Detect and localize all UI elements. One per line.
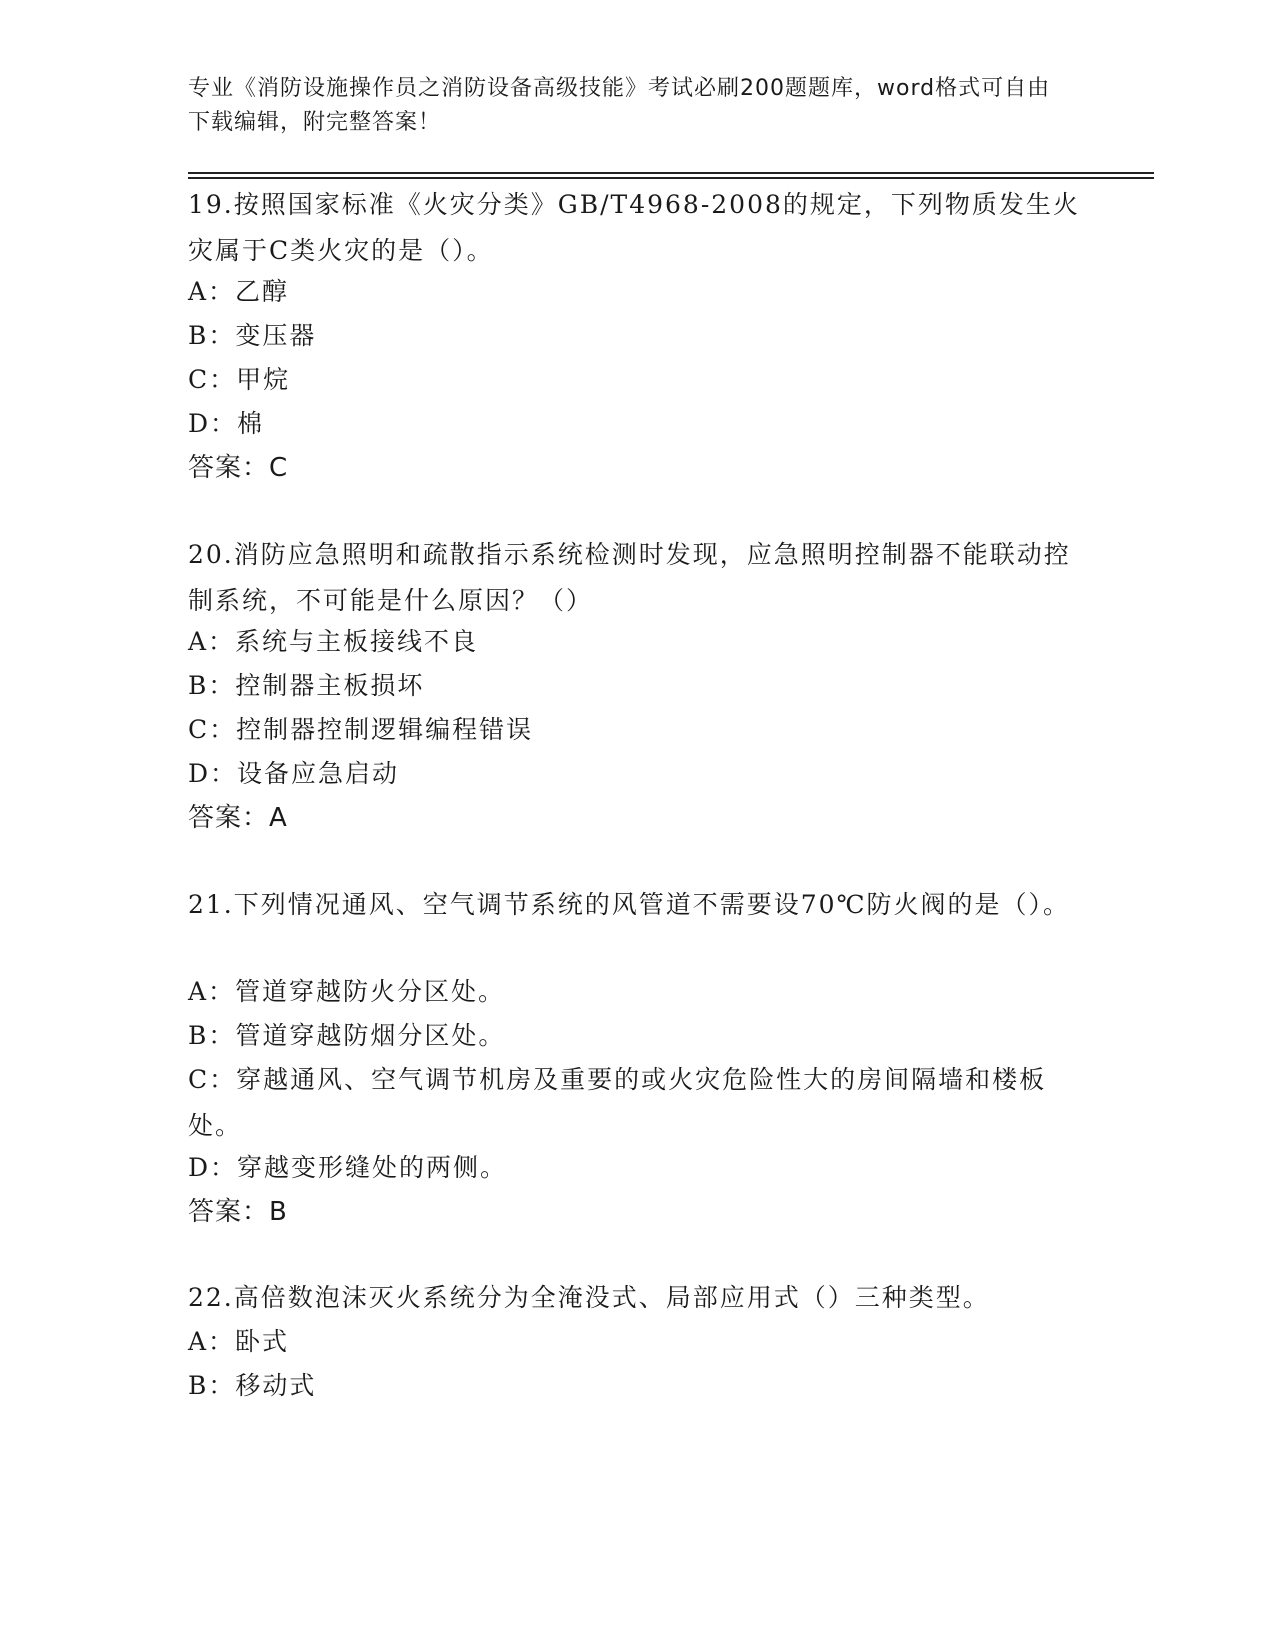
question-22-stem: 22.高倍数泡沫灭火系统分为全淹没式、局部应用式（）三种类型。 — [188, 1283, 990, 1312]
question-21-answer: 答案：B — [188, 1197, 288, 1227]
question-21-stem: 21.下列情况通风、空气调节系统的风管道不需要设70℃防火阀的是（）。 — [188, 890, 1071, 919]
question-20-option-a: A：系统与主板接线不良 — [188, 627, 479, 656]
question-20-stem: 20.消防应急照明和疏散指示系统检测时发现，应急照明控制器不能联动控制系统，不可能是什么原因？（） — [188, 540, 1071, 615]
question-21-option-b: B：管道穿越防烟分区处。 — [188, 1021, 506, 1050]
question-22-option-a: A：卧式 — [188, 1327, 290, 1356]
question-20-option-b: B：控制器主板损坏 — [188, 671, 425, 700]
question-21-option-d: D：穿越变形缝处的两侧。 — [188, 1153, 508, 1182]
question-19-option-d: D：棉 — [188, 409, 265, 438]
question-20-option-c: C：控制器控制逻辑编程错误 — [188, 715, 534, 744]
question-19-option-a: A：乙醇 — [188, 277, 290, 306]
header-rule-top — [188, 172, 1154, 174]
header-rule-bottom — [188, 177, 1154, 179]
question-19-option-b: B：变压器 — [188, 321, 317, 350]
question-19-answer: 答案：C — [188, 453, 289, 483]
document-header: 专业《消防设施操作员之消防设备高级技能》考试必刷200题题库，word格式可自由下载编辑，附完整答案！ — [188, 76, 1051, 135]
question-20-answer: 答案：A — [188, 803, 288, 833]
question-19-stem: 19.按照国家标准《火灾分类》GB/T4968-2008的规定，下列物质发生火灾属于C类火灾的是（）。 — [188, 190, 1080, 265]
question-21-option-a: A：管道穿越防火分区处。 — [188, 977, 506, 1006]
question-19-option-c: C：甲烷 — [188, 365, 291, 394]
question-22-option-b: B：移动式 — [188, 1371, 317, 1400]
question-20-option-d: D：设备应急启动 — [188, 759, 400, 788]
question-21-option-c: C：穿越通风、空气调节机房及重要的或火灾危险性大的房间隔墙和楼板处。 — [188, 1065, 1047, 1140]
